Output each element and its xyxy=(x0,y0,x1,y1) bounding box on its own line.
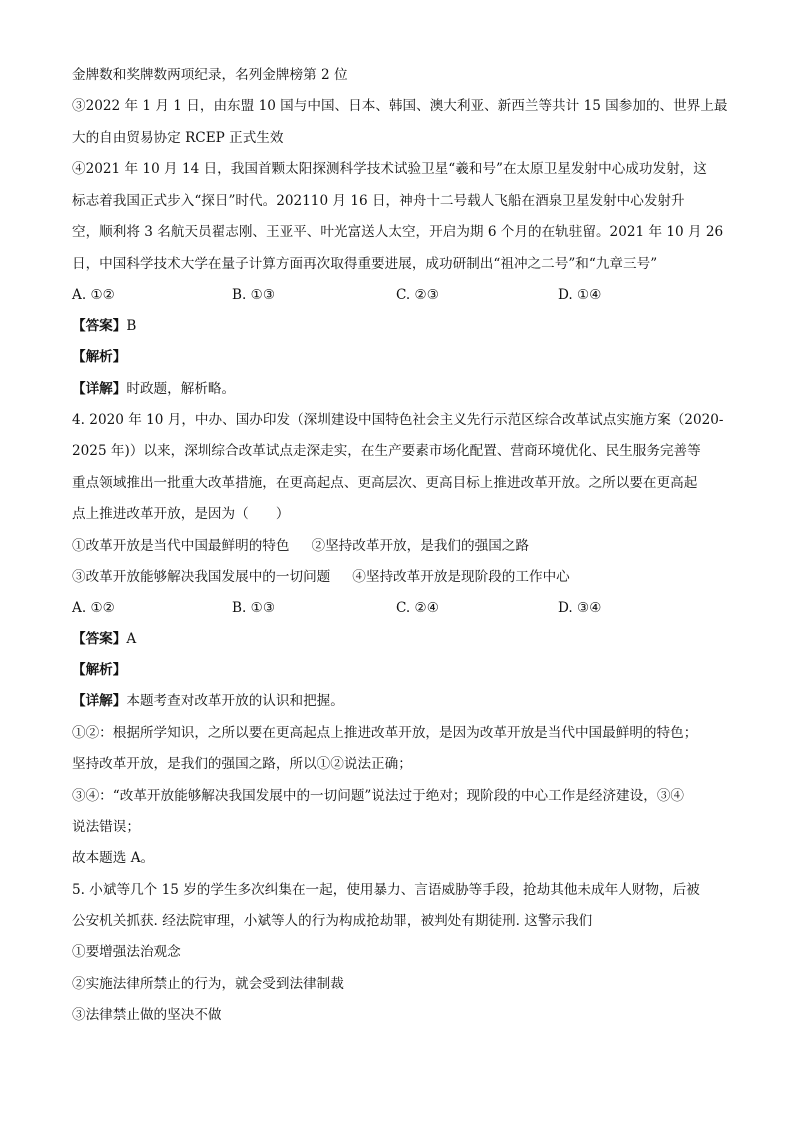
q3-option-c: C. ②③ xyxy=(396,287,439,303)
q5-stem-line: 5. 小斌等几个 15 岁的学生多次纠集在一起，使用暴力、言语威胁等手段，抢劫其他未成年人财物，后被 xyxy=(72,882,700,898)
q4-options xyxy=(72,598,724,618)
q4-stem-line: 点上推进改革开放，是因为（ ） xyxy=(72,506,290,522)
q4-stem-line: 重点领域推出一批重大改革措施，在更高起点、更高层次、更高目标上推进改革开放。之所以要在更高起 xyxy=(72,475,698,491)
q4-option-a: A. ①② xyxy=(72,600,115,616)
detail-tag: 【详解】 xyxy=(72,693,127,709)
analysis-tag: 【解析】 xyxy=(72,662,127,678)
detail-text: 本题考查对改革开放的认识和把握。 xyxy=(126,693,344,709)
q4-item-2: ②坚持改革开放，是我们的强国之路 xyxy=(311,538,529,554)
q4-explanation-line: ③④：“改革开放能够解决我国发展中的一切问题”说法过于绝对；现阶段的中心工作是经济建设，③④ xyxy=(72,788,685,804)
analysis-tag: 【解析】 xyxy=(72,349,127,365)
q4-explanation-line: ①②：根据所学知识，之所以要在更高起点上推进改革开放，是因为改革开放是当代中国最鲜明的特色； xyxy=(72,725,698,741)
q3-analysis xyxy=(72,347,126,367)
text-line: 日，中国科学技术大学在量子计算方面再次取得重要进展，成功研制出“祖冲之二号”和“九章三号” xyxy=(72,256,658,272)
text-line: ③2022 年 1 月 1 日，由东盟 10 国与中国、日本、韩国、澳大利亚、新西兰等共计 15 国参加的、世界上最 xyxy=(72,98,728,114)
answer-value: B xyxy=(126,318,137,334)
q4-answer xyxy=(72,629,136,649)
q4-detail xyxy=(72,691,344,711)
q3-answer xyxy=(72,316,136,336)
q4-items-row xyxy=(72,567,570,587)
text-line: 金牌数和奖牌数两项纪录，名列金牌榜第 2 位 xyxy=(72,67,348,83)
answer-tag: 【答案】 xyxy=(72,318,127,334)
q4-item-3: ③改革开放能够解决我国发展中的一切问题 xyxy=(72,569,331,585)
q4-option-b: B. ①③ xyxy=(232,600,276,616)
q4-item-1: ①改革开放是当代中国最鲜明的特色 xyxy=(72,538,290,554)
q4-explanation-line: 说法错误； xyxy=(72,819,140,835)
answer-tag: 【答案】 xyxy=(72,631,127,647)
text-line: 空，顺利将 3 名航天员翟志刚、王亚平、叶光富送人太空，开启为期 6 个月的在轨驻留。2021 年 10 月 26 xyxy=(72,224,724,240)
text-line: ④2021 年 10 月 14 日，我国首颗太阳探测科学技术试验卫星“羲和号”在太原卫星发射中心成功发射，这 xyxy=(72,161,707,177)
text-line: 大的自由贸易协定 RCEP 正式生效 xyxy=(72,130,284,146)
q4-option-c: C. ②④ xyxy=(396,600,439,616)
q3-options xyxy=(72,285,724,305)
q5-stem-line: 公安机关抓获. 经法院审理，小斌等人的行为构成抢劫罪，被判处有期徒刑. 这警示我们 xyxy=(72,913,593,929)
detail-text: 时政题，解析略。 xyxy=(126,381,236,397)
q4-option-d: D. ③④ xyxy=(558,600,602,616)
q4-conclusion: 故本题选 A。 xyxy=(72,850,155,866)
q5-item-3: ③法律禁止做的坚决不做 xyxy=(72,1007,222,1023)
q4-analysis xyxy=(72,660,126,680)
answer-value: A xyxy=(126,631,137,647)
q4-explanation-line: 坚持改革开放，是我们的强国之路，所以①②说法正确； xyxy=(72,756,412,772)
q5-item-1: ①要增强法治观念 xyxy=(72,944,181,960)
q3-option-b: B. ①③ xyxy=(232,287,276,303)
q3-option-a: A. ①② xyxy=(72,287,115,303)
q4-items-row xyxy=(72,536,529,556)
q3-option-d: D. ①④ xyxy=(558,287,602,303)
q4-stem-line: 4. 2020 年 10 月，中办、国办印发（深圳建设中国特色社会主义先行示范区综合改革试点实施方案（2020- xyxy=(72,412,724,428)
q4-item-4: ④坚持改革开放是现阶段的工作中心 xyxy=(352,569,570,585)
q5-item-2: ②实施法律所禁止的行为，就会受到法律制裁 xyxy=(72,976,344,992)
detail-tag: 【详解】 xyxy=(72,381,127,397)
q4-stem-line: 2025 年)）以来，深圳综合改革试点走深走实，在生产要素市场化配置、营商环境优化、民生服务完善等 xyxy=(72,443,701,459)
q3-detail xyxy=(72,379,235,399)
text-line: 标志着我国正式步入“探日”时代。202110 月 16 日，神舟十二号载人飞船在酒泉卫星发射中心发射升 xyxy=(72,193,685,209)
